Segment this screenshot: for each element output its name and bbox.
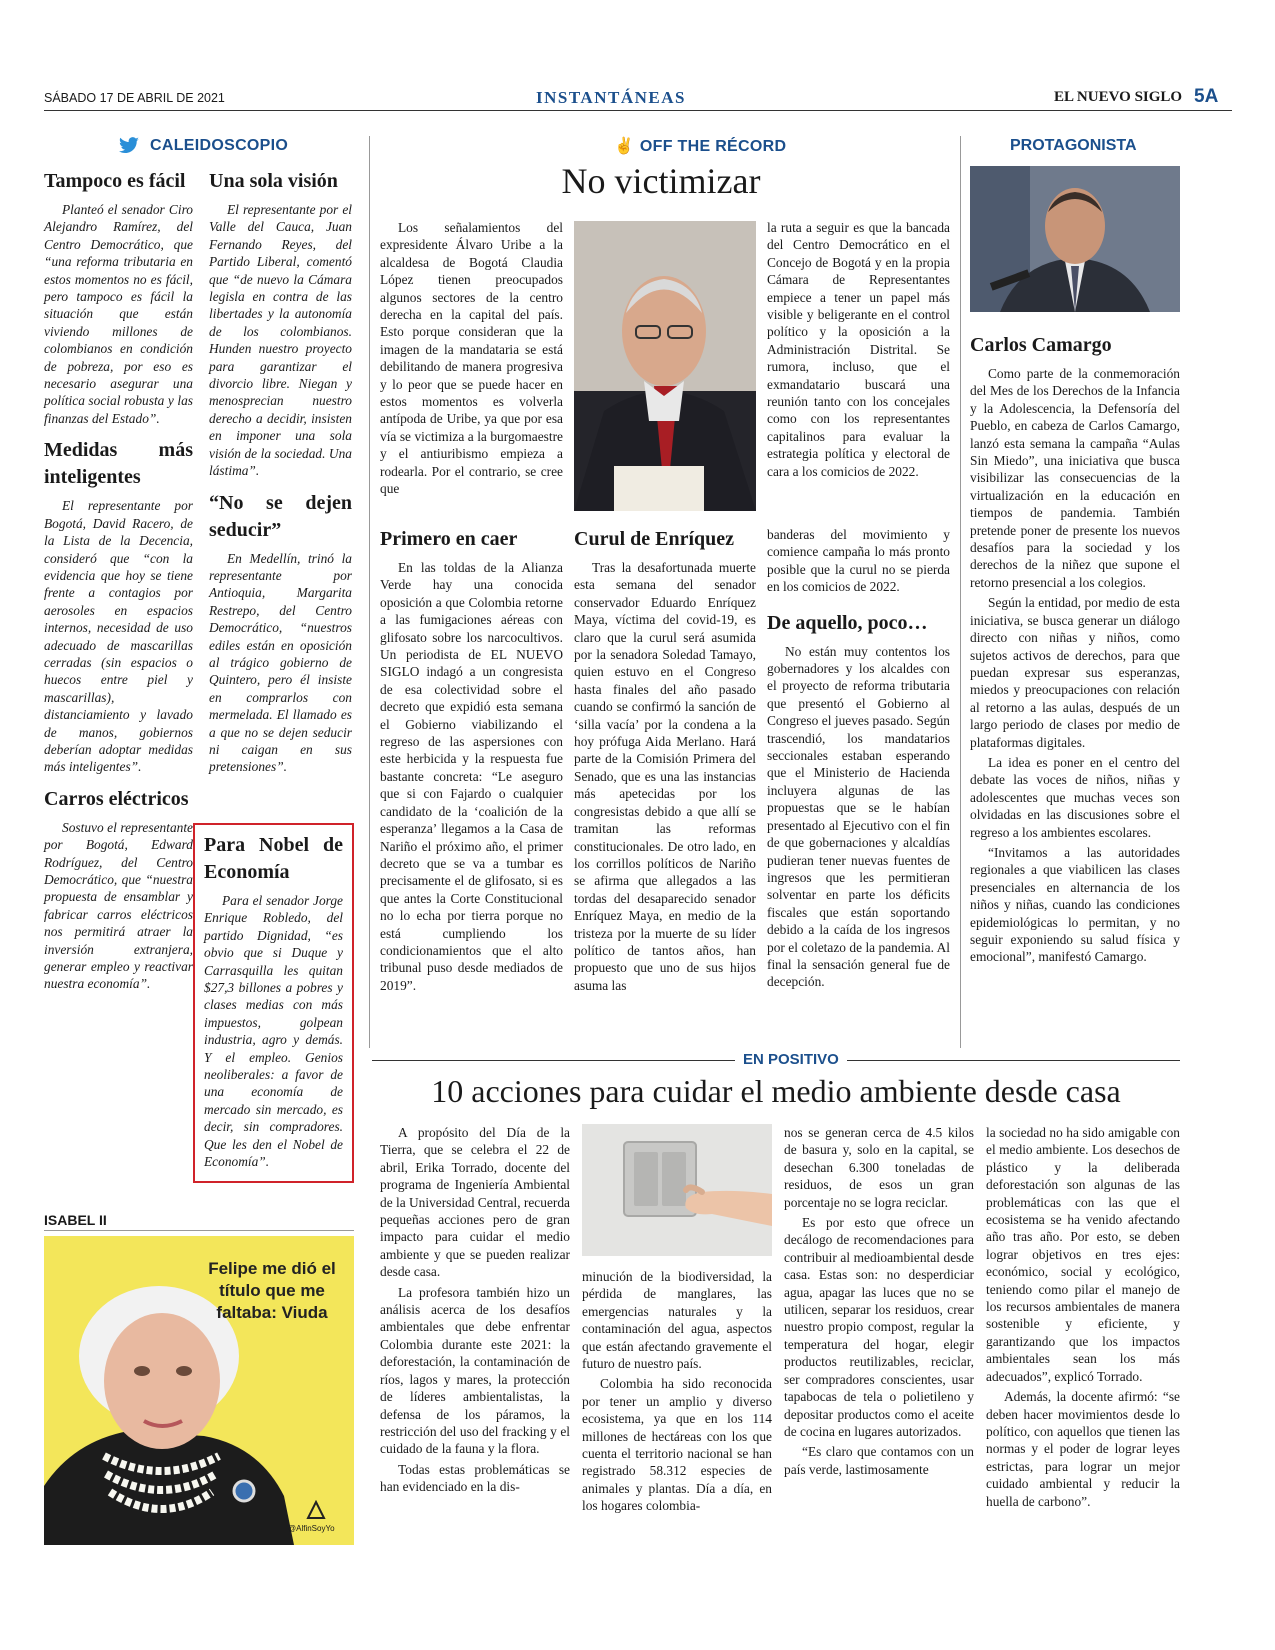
otr-brief2-col	[574, 526, 756, 997]
article-body: No están muy contentos los gobernadores y los alcaldes con el proyecto de reforma tributaria que presentó el Gobierno al Congreso el jueves pasado. Según trascendió, los mandatarios seccionales estaban esperando que el Ministerio de Hacienda incluyera algunas de las propuestas que se le habían presentado al Ejecutivo con el fin de que gobernaciones y alcaldías pudieran tener nuevas fuentes de ingresos que les permitieran solventar en parte los déficits fiscales que están soportando debido a la caída de los ingresos por el coletazo de la pandemia. Al final la sensación general fue de decepción.	[767, 643, 950, 990]
article-body: banderas del movimiento y comience campaña lo más pronto posible que la curul no se pierda en los comicios de 2022.	[767, 527, 950, 595]
article-title: “No se dejen seducir”	[209, 491, 352, 541]
protagonista-label: PROTAGONISTA	[1010, 137, 1137, 154]
article-body: la ruta a seguir es que la bancada del Centro Democrático en el Concejo de Bogotá y en la propia Cámara de Representantes empiece a tener un papel más visible y beligerante en el control político y la oposición a la Administración Distrital. Se rumora, incluso, que el exmandatario buscará una reunión tanto con los concejales como con los representantes capitalinos para evaluar la estrategia política y electoral de cara a los comicios de 2022.	[767, 220, 950, 479]
header-date: SÁBADO 17 DE ABRIL DE 2021	[44, 91, 225, 105]
camargo-photo	[970, 166, 1180, 312]
twitter-bird-icon	[118, 137, 140, 155]
off-the-record-header	[614, 136, 786, 156]
masthead-part-a: EL NUEVO	[1054, 89, 1131, 105]
brief-title: Curul de Enríquez	[574, 528, 735, 550]
caleidoscopio-header	[118, 137, 288, 155]
article-body: Es por esto que ofrece un decálogo de recomendaciones para contribuir al medioambiental desde casa. Estas son: no desperdiciar agua, apagar las luces que no se utilicen, separar los residuos, crear nuestro propio compost, regular la temperatura del hogar, elegir productos reutilizables, reciclar, ser compradores conscientes, usar tapabocas de tela o polietileno y depositar productos como el aceite de cocina en lugares autorizados.	[784, 1215, 974, 1439]
article-body: Según la entidad, por medio de esta iniciativa, se busca generar un diálogo directo con niñas y niños, como sujetos activos de derechos, para que puedan expresar sus esperanzas, miedos y preocupaciones con relación al retorno a las aulas, después de un largo periodo de clases por medio de plataformas digitales.	[970, 595, 1180, 750]
artist-logo-icon	[306, 1500, 326, 1520]
positivo-col3	[784, 1124, 974, 1481]
cartoon-credit: @AlfinSoyYo	[288, 1524, 335, 1533]
highlighted-article-box	[193, 823, 354, 1183]
article-body: Además, la docente afirmó: “se deben hacer movimientos desde lo político, con aquellos que tienen las normas y el poder de lograr leyes estrictas, para lograr un mejor cuidado ambiental y reducir la huella de carbono”.	[986, 1389, 1180, 1509]
victory-hand-icon: ✌	[614, 138, 634, 155]
article-body: El representante por el Valle del Cauca, Juan Fernando Reyes, del Partido Liberal, comentó que “de nuevo la Cámara legisla en contra de las libertades y la autonomía de los colombianos. Hunden nuestro proyecto para garantizar el divorcio libre. Niegan y menosprecian nuestro derecho a decidir, insisten en imponer una sola visión de la sociedad. Una lástima”.	[209, 202, 352, 479]
otr-lead-col2	[767, 219, 950, 483]
article-body: La idea es poner en el centro del debate las voces de niños, niñas y adolescentes que muchas veces son olvidadas en las discusiones sobre el regreso a los ambientes escolares.	[970, 754, 1180, 840]
article-body: “Es claro que contamos con un país verde, lastimosamente	[784, 1444, 974, 1477]
protagonist-name: Carlos Camargo	[970, 334, 1112, 356]
column-divider	[369, 136, 370, 1048]
page-number: 5A	[1194, 86, 1219, 107]
article-body: Colombia ha sido reconocida por tener un amplio y diverso ecosistema, ya que en los 114 millones de hectáreas con los que cuenta el territorio nacional se han registrado 58.312 especies de animales y plantas. Día a día, en los hogares colombia-	[582, 1376, 772, 1514]
positivo-col1	[380, 1124, 570, 1499]
brief-title: Primero en caer	[380, 528, 518, 550]
article-body: “Invitamos a las autoridades regionales a que viabilicen las clases presenciales en alternancia de los niños y niñas, cuando las condiciones epidemiológicas lo permitan, y no seguir exponiendo su salud física y emocional”, manifestó Camargo.	[970, 844, 1180, 965]
en-positivo-label: EN POSITIVO	[735, 1051, 847, 1068]
masthead-logo	[1054, 89, 1182, 106]
protagonista-col	[970, 332, 1180, 969]
article-body: la sociedad no ha sido amigable con el medio ambiente. Los desechos de plástico y la deliberada deforestación son algunas de las problemáticas con las que el ecosistema se ha venido afectando año tras año. Por esto, se deben lograr objetivos en tres ejes: económico, social y ecológico, teniendo como pilar el manejo de los recursos ambientales de manera sostenible y eficiente, y garantizando que los impactos ambientales sean los más adecuados”, explicó Torrado.	[986, 1125, 1180, 1384]
article-body: La profesora también hizo un análisis acerca de los desafíos ambientales que debe enfrentar Colombia durante este 2021: la deforestación, la contaminación de ríos, lagos y mares, la protección de líderes ambientalistas, la defensa de los páramos, la restricción del uso del fracking y el cuidado de la fauna y la flora.	[380, 1284, 570, 1457]
article-title: Tampoco es fácil	[44, 170, 186, 192]
article-body: Sostuvo el representante por Bogotá, Edward Rodríguez, del Centro Democrático, que “nuestra propuesta de ensamblar y fabricar carros eléctricos nos permitirá atraer la inversión extranjera, generar empleo y reactivar nuestra economía”.	[44, 819, 193, 992]
positivo-col4	[986, 1124, 1180, 1513]
caleidoscopio-col1	[44, 168, 193, 996]
article-body: Los señalamientos del expresidente Álvaro Uribe a la alcaldesa de Bogotá Claudia López tienen preocupados algunos sectores de la centro derecha en la capital del país. Esto porque consideran que la imagen de la mandataria se está debilitando de manera progresiva y lo peor que se puede hacer en estos momentos es volverla antípoda de Uribe, ya que por esa vía se victimiza a la burgomaestre y el antiuribismo empieza a rodearla. Por el contrario, se cree que	[380, 220, 563, 497]
off-the-record-label: OFF THE RÉCORD	[639, 138, 787, 155]
article-body: Todas estas problemáticas se han evidenciado en la dis-	[380, 1461, 570, 1495]
article-title: Para Nobel de Economía	[204, 834, 343, 883]
off-the-record-title: No victimizar	[561, 161, 761, 201]
uribe-photo	[574, 221, 756, 511]
brief-title: De aquello, poco…	[767, 611, 928, 634]
cartoon	[44, 1236, 354, 1545]
light-switch-photo	[582, 1124, 772, 1256]
article-title: Carros eléctricos	[44, 787, 189, 810]
column-divider	[960, 136, 961, 1048]
article-body: El representante por Bogotá, David Racero, de la Lista de la Decencia, consideró que “con la evidencia que hoy se tiene frente a contagios por aerosoles en espacios internos, necesidad de uso adecuado de mascarillas cerradas (sin espacios o huecos entre piel y mascarillas), distanciamiento y lavado de manos, gobiernos deberían adoptar medidas más inteligentes”.	[44, 498, 193, 775]
article-title: Medidas más inteligentes	[44, 439, 193, 489]
page-header	[44, 88, 1232, 110]
otr-brief1-col	[380, 526, 563, 997]
masthead-part-b: SIGLO	[1134, 89, 1183, 105]
cartoon-title: ISABEL II	[44, 1212, 107, 1228]
en-positivo-title: 10 acciones para cuidar el medio ambiente desde casa	[431, 1073, 1121, 1109]
article-body: Tras la desafortunada muerte esta semana del senador conservador Eduardo Enríquez Maya, víctima del covid-19, es claro que la curul será asumida por la senadora Soledad Tamayo, quien estuvo en el Congreso hasta finales del año pasado cuando se confirmó la sanción de ‘silla vacía’ por la condena a la hoy prófuga Aida Merlano. Hará parte de la Comisión Primera del Senado, que es una las instancias más apetecidas por los congresistas debido a que allí se tramitan las reformas constitucionales. De otro lado, en los corrillos políticos de Nariño se afirma que allegados a las tordas del desaparecido senador Enríquez Maya, en medio de la tristeza por la muerte de su líder político de tantos años, han propuesto que uno de sus hijos asuma las	[574, 560, 756, 993]
cartoon-rule	[44, 1230, 354, 1231]
article-body: nos se generan cerca de 4.5 kilos de basura y, solo en la capital, se desechan 6.300 toneladas de residuos, de esos un gran porcentaje no se logra reciclar.	[784, 1125, 974, 1210]
article-body: minución de la biodiversidad, la pérdida de manglares, las emergencias naturales y la contaminación del agua, aspectos que están afectando gravemente el futuro de nuestro país.	[582, 1269, 772, 1372]
caleidoscopio-col2	[209, 168, 352, 779]
article-body: A propósito del Día de la Tierra, que se celebra el 22 de abril, Erika Torrado, docente del programa de Ingeniería Ambiental de la Universidad Central, recuerda pequeñas acciones pero de gran impacto para cuidar el medio ambiente y que se pueden realizar desde casa.	[380, 1125, 570, 1280]
otr-brief3-col	[767, 526, 950, 994]
header-rule	[44, 110, 1232, 111]
speech-bubble: Felipe me dió el título que me faltaba: Viuda	[208, 1259, 336, 1322]
article-body: En las toldas de la Alianza Verde hay una conocida oposición a que Colombia retorne a las fumigaciones aéreas con glifosato sobre los narcocultivos. Un periodista de EL NUEVO SIGLO indagó a un congresista de esa colectividad sobre el decreto que expidió esta semana el Gobierno viabilizando el regreso de las aspersiones con este herbicida y la respuesta fue bastante concreta: “Le aseguro que si con Fajardo o cualquier candidato de la ‘coalición de la esperanza’ llegamos a la Casa de Nariño el próximo año, el primer decreto que se va a tumbar es precisamente el de glifosato, si es que antes la Corte Constitucional no lo echa por tierra porque no está cumpliendo los condicionamientos que el alto tribunal puso desde mediados de 2019”.	[380, 560, 563, 993]
article-title: Una sola visión	[209, 170, 338, 192]
caleidoscopio-label: CALEIDOSCOPIO	[150, 137, 289, 155]
otr-lead-col1	[380, 219, 563, 501]
article-body: Como parte de la conmemoración del Mes de los Derechos de la Infancia y la Adolescencia, la Defensoría del Pueblo, en cabeza de Carlos Camargo, lanzó esta semana la campaña “Aulas Sin Miedo”, una iniciativa que busca visibilizar las consecuencias de la virtualización en la educación en tiempos de pandemia. También pretende poner de presente los nuevos desafíos para la sociedad y los derechos de la niñez que supone el retorno presencial a los colegios.	[970, 366, 1180, 590]
article-body: Planteó el senador Ciro Alejandro Ramírez, del Centro Democrático, que “una reforma tributaria en estos momentos no es fácil, pero tampoco es fácil la situación que están viviendo millones de colombianos en condición de pobreza, por eso es necesario asegurar una política social robusta y las finanzas del Estado”.	[44, 202, 193, 426]
positivo-col2	[582, 1268, 772, 1518]
header-section: INSTANTÁNEAS	[536, 88, 686, 107]
article-body: Para el senador Jorge Enrique Robledo, del partido Dignidad, “es obvio que si Duque y Carrasquilla les quitan $27,3 billones a pobres y clases medias con más impuestos, golpean industria, agro y demás. Y el empleo. Genios neoliberales: a favor de una economía de mercado sin mercado, es decir, sin compradores. Que les den el Nobel de Economía”.	[204, 893, 343, 1170]
article-body: En Medellín, trinó la representante por Antioquia, Margarita Restrepo, del Centro Democrático, “nuestros ediles están en oposición al trágico gobierno de Quintero, pero él insiste en comprarlos con mermelada. El llamado es a que no se dejen seducir ni caigan en sus pretensiones”.	[209, 550, 352, 775]
